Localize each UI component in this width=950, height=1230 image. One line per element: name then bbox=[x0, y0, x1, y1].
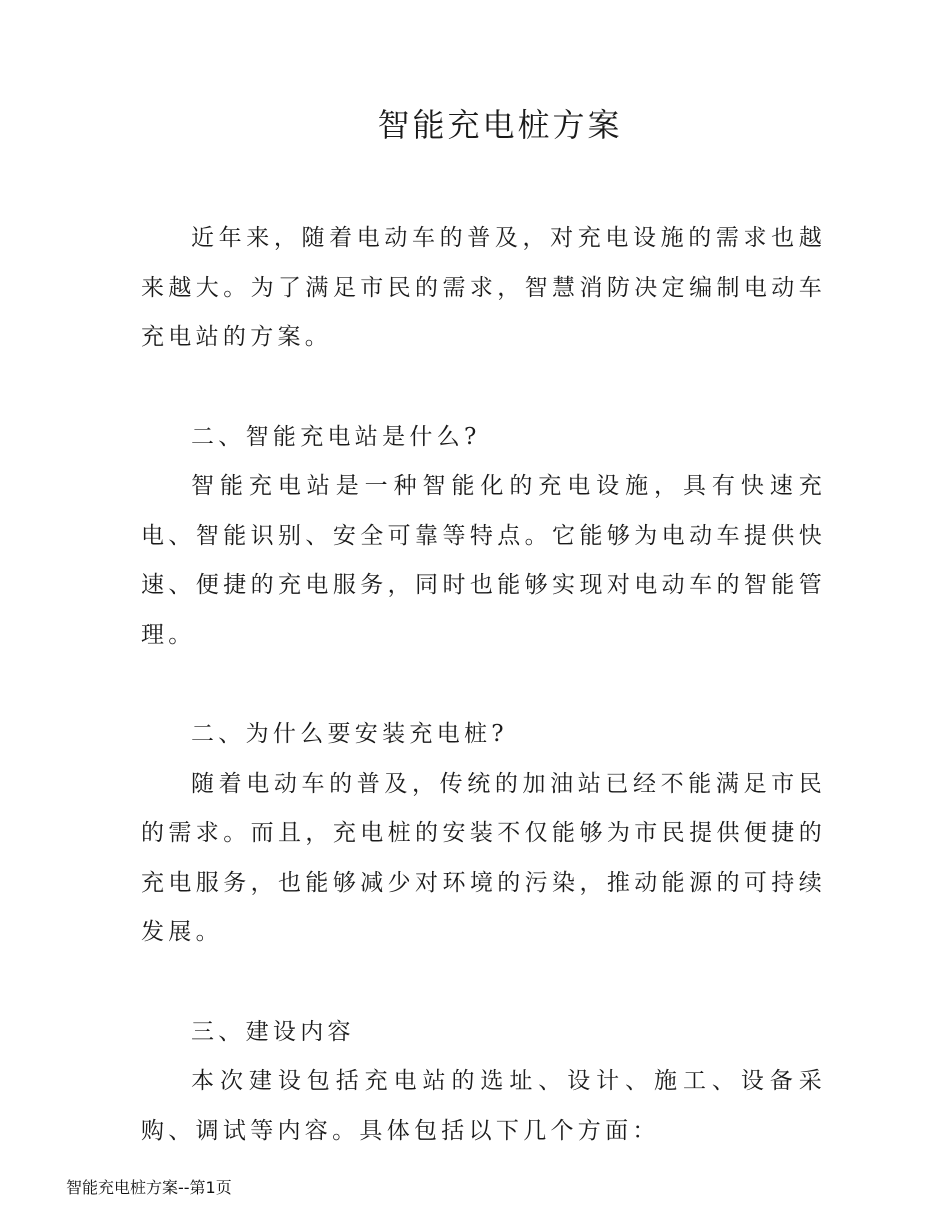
document-body bbox=[141, 214, 826, 1156]
section-body-what: 智能充电站是一种智能化的充电设施，具有快速充电、智能识别、安全可靠等特点。它能够为电动车提供快速、便捷的充电服务，同时也能够实现对电动车的智能管理。 bbox=[141, 473, 826, 648]
page-footer: 智能充电桩方案--第1页 bbox=[66, 1178, 232, 1197]
section-gap bbox=[141, 660, 826, 710]
section-body-why: 随着电动车的普及，传统的加油站已经不能满足市民的需求。而且，充电桩的安装不仅能够为市民提供便捷的充电服务，也能够减少对环境的污染，推动能源的可持续发展。 bbox=[141, 770, 826, 945]
document-title: 智能充电桩方案 bbox=[377, 106, 623, 144]
section-body-content: 本次建设包括充电站的选址、设计、施工、设备采购、调试等内容。具体包括以下几个方面： bbox=[141, 1068, 826, 1144]
intro-paragraph: 近年来，随着电动车的普及，对充电设施的需求也越来越大。为了满足市民的需求，智慧消防决定编制电动车充电站的方案。 bbox=[141, 225, 826, 350]
section-gap bbox=[141, 363, 826, 413]
section-heading-why: 二、为什么要安装充电桩? bbox=[191, 721, 508, 747]
section-heading-content: 三、建设内容 bbox=[191, 1018, 355, 1045]
section-heading-what: 二、智能充电站是什么? bbox=[191, 423, 481, 450]
section-gap bbox=[141, 958, 826, 1008]
